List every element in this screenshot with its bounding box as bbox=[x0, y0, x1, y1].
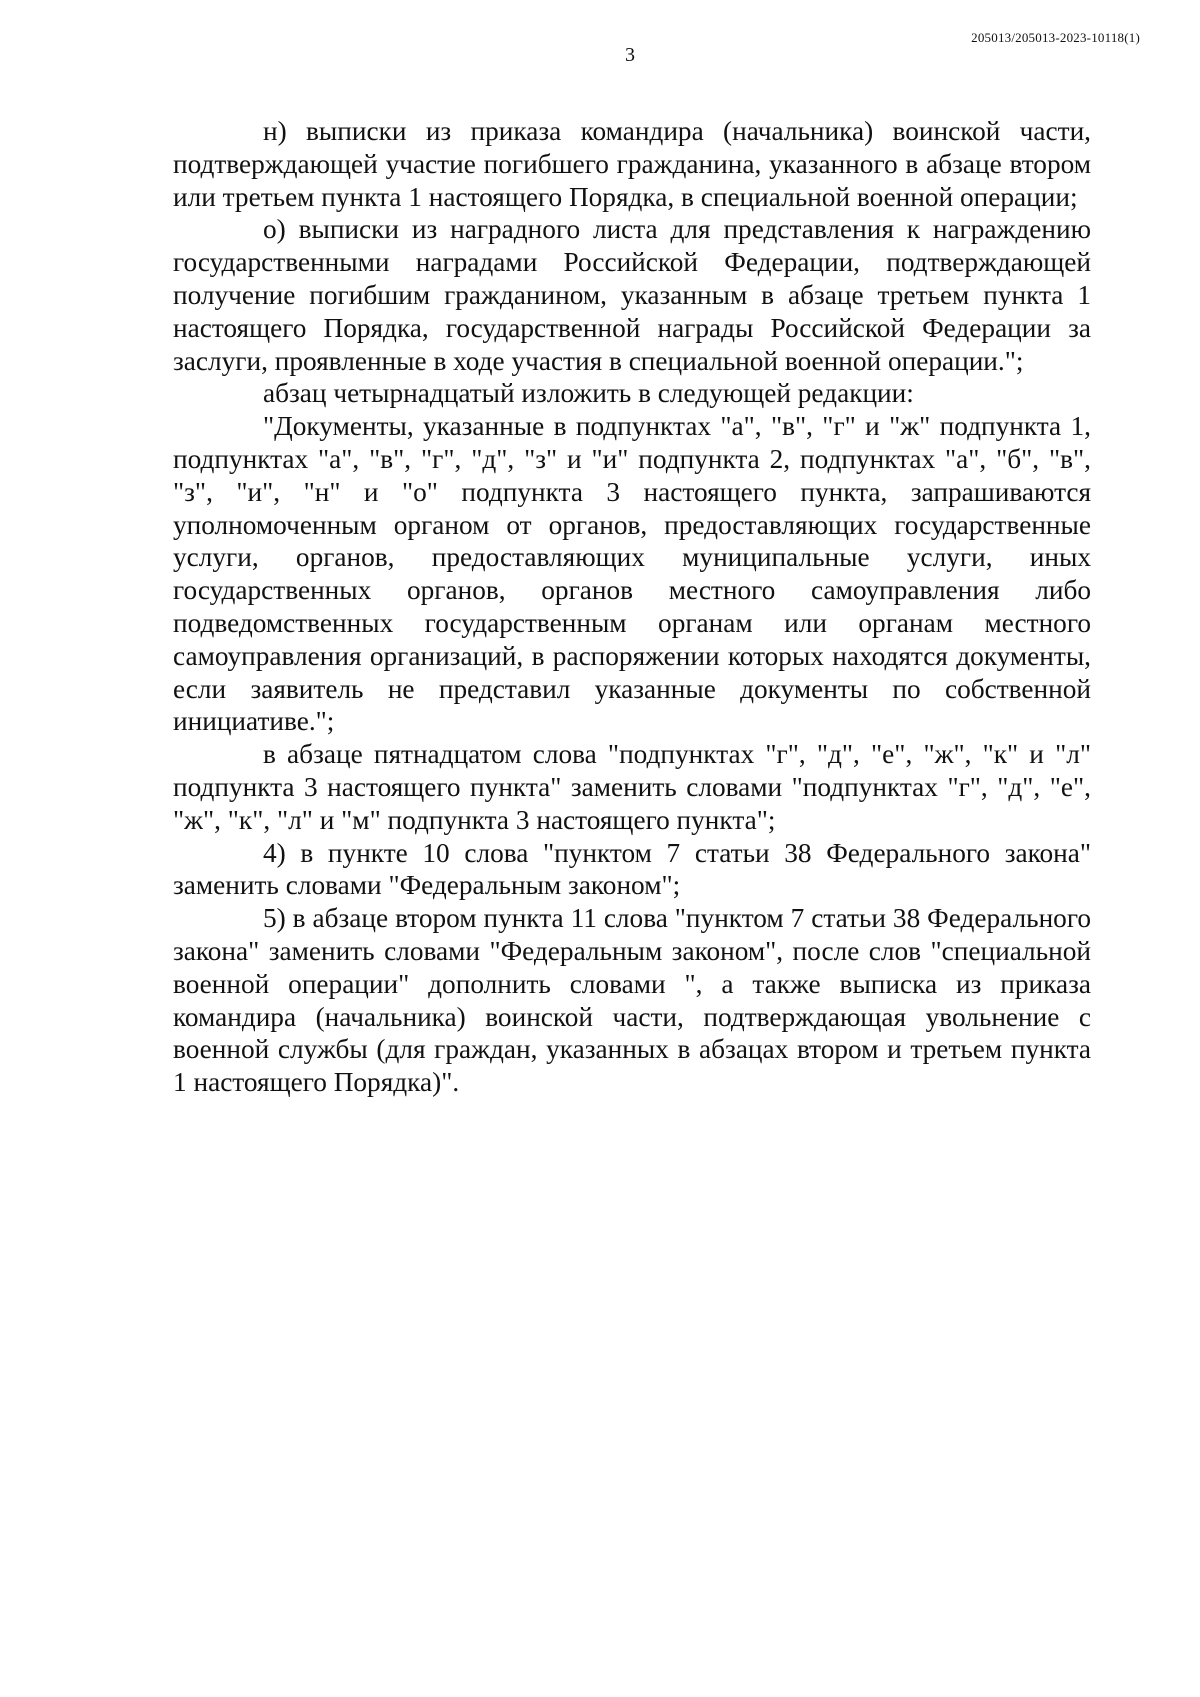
page-number: 3 bbox=[625, 44, 635, 66]
paragraph-fifteenth-abzac: в абзаце пятнадцатом слова "подпунктах "г", "д", "е", "ж", "к" и "л" подпункта 3 настоящего пункта" заменить словами "подпунктах "г", "д", "е", "ж", "к", "л" и "м" подпункта 3 настоящего пункта"; bbox=[173, 739, 1091, 835]
paragraph-item-4: 4) в пункте 10 слова "пунктом 7 статьи 38 Федерального закона" заменить словами "Федеральным законом"; bbox=[173, 837, 1091, 901]
paragraph-subitem-n: н) выписки из приказа командира (начальника) воинской части, подтверждающей участие погибшего гражданина, указанного в абзаце втором или третьем пункта 1 настоящего Порядка, в специальной военной операции; bbox=[173, 116, 1091, 212]
document-registration-number: 205013/205013-2023-10118(1) bbox=[971, 30, 1140, 45]
paragraph-subitem-o: о) выписки из наградного листа для представления к награждению государственными наградами Российской Федерации, подтверждающей получение погибшим гражданином, указанным в абзаце третьем пункта 1 настоящего Порядка, государственной награды Российской Федерации за заслуги, проявленные в ходе участия в специальной военной операции."; bbox=[173, 214, 1091, 376]
paragraph-fourteenth-abzac: абзац четырнадцатый изложить в следующей редакции: bbox=[263, 378, 914, 409]
paragraph-documents-requested: "Документы, указанные в подпунктах "а", "в", "г" и "ж" подпункта 1, подпунктах "а", "в", "г", "д", "з" и "и" подпункта 2, подпунктах "а", "б", "в", "з", "и", "н" и "о" подпункта 3 настоящего пункта, запрашиваются уполномоченным органом от органов, предоставляющих государственные услуги, органов, предоставляющих муниципальные услуги, иных государственных органов, органов местного самоуправления либо подведомственных государственным органам или органам местного самоуправления организаций, в распоряжении которых находятся документы, если заявитель не представил указанные документы по собственной инициативе."; bbox=[173, 411, 1091, 737]
document-body bbox=[173, 115, 1091, 1099]
paragraph-item-5: 5) в абзаце втором пункта 11 слова "пунктом 7 статьи 38 Федерального закона" заменить словами "Федеральным законом", после слов "специальной военной операции" дополнить словами ", а также выписка из приказа командира (начальника) воинской части, подтверждающая увольнение с военной службы (для граждан, указанных в абзацах втором и третьем пункта 1 настоящего Порядка)". bbox=[173, 903, 1091, 1098]
